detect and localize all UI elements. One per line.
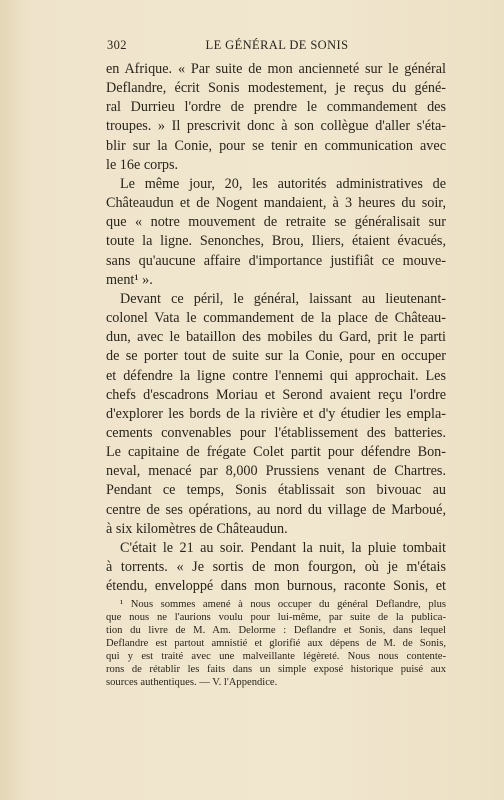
text-line: étendu, enveloppé dans mon burnous, raconte Sonis, et xyxy=(106,578,446,595)
paragraph xyxy=(106,60,446,175)
text-line: centre de ses opérations, au nord du village de Marboué, xyxy=(106,501,446,518)
text-line: toute la ligne. Senonches, Brou, Iliers, étaient évacués, xyxy=(106,233,446,250)
main-text xyxy=(106,60,446,596)
paragraph xyxy=(106,290,446,539)
text-line: en Afrique. « Par suite de mon ancienneté sur le général xyxy=(106,61,446,77)
footnote xyxy=(106,598,446,689)
footnote-line: qui y est traité avec une malveillante légèreté. Nous nous contente- xyxy=(106,651,446,662)
text-line: blir sur la Conie, pour se tenir en communication avec xyxy=(106,137,446,154)
text-line: d'explorer les bords de la rivière et d'y étudier les empla- xyxy=(106,405,446,422)
footnote-line: tion du livre de M. Am. Delorme : Deflandre et Sonis, dans lequel xyxy=(106,625,446,636)
text-line: C'était le 21 au soir. Pendant la nuit, la pluie tombait xyxy=(120,539,446,556)
text-line: colonel Vata le commandement de la place de Château- xyxy=(106,310,446,327)
text-line: Deflandre, écrit Sonis modestement, je reçus du géné- xyxy=(106,80,446,97)
footnote-line: Deflandre est partout amnistié et glorifié aux dépens de M. de Sonis, xyxy=(106,638,446,649)
text-line: chefs d'escadrons Moriau et Serond avaient reçu l'ordre xyxy=(106,386,446,403)
text-line: à torrents. « Je sortis de mon fourgon, où je m'étais xyxy=(106,559,446,576)
text-line: Le capitaine de frégate Colet partit pour défendre Bon- xyxy=(106,444,446,461)
text-line: Châteaudun et de Nogent mandaient, à 3 heures du soir, xyxy=(106,195,446,212)
text-line: Devant ce péril, le général, laissant au lieutenant- xyxy=(120,290,446,307)
footnote-line: ¹ Nous sommes amené à nous occuper du général Deflandre, plus xyxy=(120,599,446,610)
text-line: ment¹ ». xyxy=(106,271,153,288)
text-line: Le même jour, 20, les autorités administratives de xyxy=(120,175,446,192)
text-line: cements convenables pour l'établissement des batteries. xyxy=(106,424,446,441)
text-line: ral Durrieu l'ordre de prendre le commandement des xyxy=(106,99,446,116)
footnote-line: que nous ne l'aurions voulu pour lui-même, par suite de la publica- xyxy=(106,612,446,623)
footnote-line: sources authentiques. — V. l'Appendice. xyxy=(106,677,278,688)
running-title: LE GÉNÉRAL DE SONIS xyxy=(205,38,349,52)
page-number: 302 xyxy=(107,38,127,52)
footnote-line: rons de rétablir les faits dans un simple exposé historique puisé aux xyxy=(106,664,446,675)
page-header xyxy=(107,38,447,56)
text-line: troupes. » Il prescrivit donc à son collègue d'aller s'éta- xyxy=(106,118,446,135)
text-line: de se porter tout de suite sur la Conie, pour en occuper xyxy=(106,348,446,365)
text-line: que « notre mouvement de retraite se généralisait sur xyxy=(106,214,446,231)
text-line: le 16e corps. xyxy=(106,156,179,173)
text-line: à six kilomètres de Châteaudun. xyxy=(106,520,288,537)
paragraph xyxy=(106,539,446,596)
text-line: et défendre la ligne contre l'ennemi qui approchait. Les xyxy=(106,367,446,384)
text-line: neval, menacé par 8,000 Prussiens venant de Chartres. xyxy=(106,463,446,480)
paragraph xyxy=(106,175,446,290)
text-line: dun, avec le bataillon des mobiles du Gard, prit le parti xyxy=(106,329,446,346)
text-line: Pendant ce temps, Sonis établissait son bivouac au xyxy=(106,482,446,499)
text-line: sans qu'aucune affaire d'importance justifiât ce mouve- xyxy=(106,252,446,269)
